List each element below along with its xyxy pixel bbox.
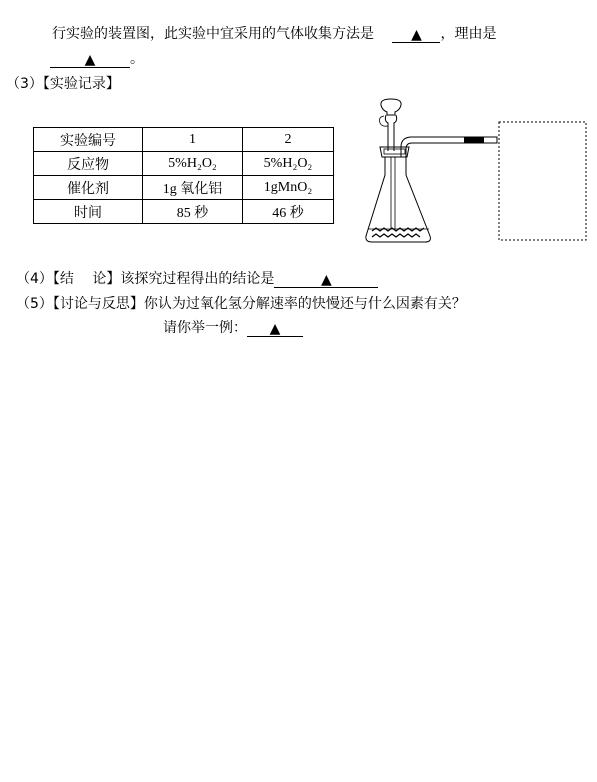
q3-number: （3） — [6, 76, 43, 92]
q3-heading — [6, 75, 120, 93]
table-row — [34, 152, 334, 176]
q2-line2 — [50, 50, 144, 68]
table-row — [34, 176, 334, 200]
q5-title: 【讨论与反思】 — [52, 296, 144, 312]
answer-blank-5[interactable] — [247, 320, 303, 337]
triangle-marker-icon: ▲ — [269, 321, 281, 337]
triangle-marker-icon: ▲ — [411, 27, 422, 43]
table-cell: 5%H₂O₂ — [143, 152, 243, 176]
triangle-marker-icon: ▲ — [84, 52, 96, 68]
q5-prompt: 请你举一例： — [163, 320, 247, 336]
triangle-marker-icon: ▲ — [320, 272, 332, 288]
table-cell: 5%H₂O₂ — [243, 152, 334, 176]
q2-line1 — [52, 25, 496, 43]
separatory-funnel-icon — [380, 99, 402, 151]
table-row — [34, 200, 334, 224]
conical-flask-icon — [366, 157, 431, 242]
table-cell: 催化剂 — [34, 176, 143, 200]
answer-blank-2[interactable] — [50, 51, 130, 68]
table-header-row — [34, 128, 334, 152]
q3-title: 【实验记录】 — [42, 76, 120, 92]
answer-blank-1[interactable] — [392, 26, 440, 43]
table-header-cell: 1 — [143, 128, 243, 152]
q2-line2-tail: 。 — [130, 51, 144, 67]
q4-line — [16, 270, 378, 288]
table-header-cell: 2 — [243, 128, 334, 152]
table-cell: 1g 氧化铝 — [143, 176, 243, 200]
delivery-tube-icon — [401, 137, 497, 157]
experiment-record-table — [33, 127, 334, 224]
q5-line — [16, 295, 466, 313]
table-cell: 85 秒 — [143, 200, 243, 224]
q2-line1-text: 行实验的装置图，此实验中宜采用的气体收集方法是 — [52, 26, 374, 42]
table-header-cell: 实验编号 — [34, 128, 143, 152]
table-cell: 1gMnO₂ — [243, 176, 334, 200]
q4-number: （4） — [16, 271, 53, 287]
q5-text: 你认为过氧化氢分解速率的快慢还与什么因素有关？ — [143, 296, 466, 312]
table-cell: 时间 — [34, 200, 143, 224]
table-cell: 46 秒 — [243, 200, 334, 224]
q2-line1-tail: ，理由是 — [440, 26, 497, 42]
apparatus-diagram — [360, 95, 590, 250]
q4-title: 【结 论】 — [52, 271, 121, 287]
answer-blank-4[interactable] — [274, 271, 378, 288]
q4-text: 该探究过程得出的结论是 — [120, 271, 275, 287]
table-cell: 反应物 — [34, 152, 143, 176]
q5-number: （5） — [16, 296, 53, 312]
q5-prompt-line — [163, 319, 303, 337]
gas-collection-box — [499, 122, 586, 240]
